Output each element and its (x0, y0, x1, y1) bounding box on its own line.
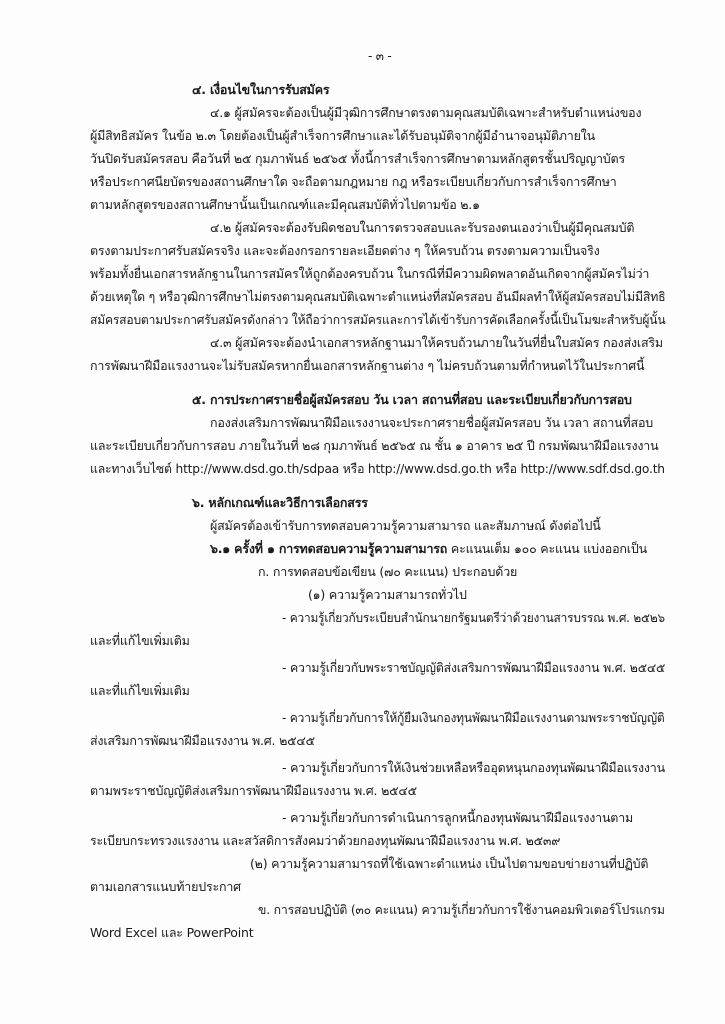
knowledge-2-line2: และที่แก้ไขเพิ่มเติม (90, 683, 190, 698)
section5-heading: ๕. การประกาศรายชื่อผู้สมัครสอบ วัน เวลา สถานที่สอบ และระเบียบเกี่ยวกับการสอบ (192, 392, 632, 407)
knowledge-2-line1: - ความรู้เกี่ยวกับพระราชบัญญัติส่งเสริมการพัฒนาฝีมือแรงงาน พ.ศ. ๒๕๔๕ (282, 660, 666, 675)
knowledge-5-line2: ระเบียบกระทรวงแรงงาน และสวัสดิการสังคมว่าด้วยกองทุนพัฒนาฝีมือแรงงาน พ.ศ. ๒๕๓๙ (90, 833, 561, 848)
section5-line2: และระเบียบเกี่ยวกับการสอบ ภายในวันที่ ๒๘ กุมภาพันธ์ ๒๕๖๕ ณ ชั้น ๑ อาคาร ๒๕ ปี กรมพัฒนาฝีมือแรงงาน (90, 438, 659, 453)
section4-2-line4: ด้วยเหตุใด ๆ หรือวุฒิการศึกษาไม่ตรงตามคุณสมบัติเฉพาะตำแหน่งที่สมัครสอบ อันมีผลทำให้ผู้สมัครสอบไม่มีสิทธิ (90, 289, 666, 304)
section4-1-line2: ผู้มีสิทธิสมัคร ในข้อ ๒.๓ โดยต้องเป็นผู้สำเร็จการศึกษาและได้รับอนุมัติจากผู้มีอำนาจอนุมัติภายใน (90, 128, 595, 143)
knowledge-4-line1: - ความรู้เกี่ยวกับการให้เงินช่วยเหลือหรืออุดหนุนกองทุนพัฒนาฝีมือแรงงาน (282, 760, 665, 775)
section4-3-line1: ๔.๓ ผู้สมัครจะต้องนำเอกสารหลักฐานมาให้ครบถ้วนภายในวันที่ยื่นใบสมัคร กองส่งเสริม (210, 335, 663, 350)
knowledge-4-line2: ตามพระราชบัญญัติส่งเสริมการพัฒนาฝีมือแรงงาน พ.ศ. ๒๕๔๕ (90, 783, 417, 798)
section6-1-title: ๖.๑ ครั้งที่ ๑ การทดสอบความรู้ความสามารถ (210, 541, 448, 556)
practical-test-line1: ข. การสอบปฏิบัติ (๓๐ คะแนน) ความรู้เกี่ยวกับการใช้งานคอมพิวเตอร์โปรแกรม (258, 902, 665, 917)
section6-heading: ๖. หลักเกณฑ์และวิธีการเลือกสรร (192, 495, 368, 510)
section4-2-line1: ๔.๒ ผู้สมัครจะต้องรับผิดชอบในการตรวจสอบและรับรองตนเองว่าเป็นผู้มีคุณสมบัติ (210, 220, 635, 235)
section6-1 (210, 539, 647, 559)
section4-2-line3: พร้อมทั้งยื่นเอกสารหลักฐานในการสมัครให้ถูกต้องครบถ้วน ในกรณีที่มีความผิดพลาดอันเกิดจากผู้สมัครไม่ว่า (90, 266, 650, 281)
knowledge-1-line1: - ความรู้เกี่ยวกับระเบียบสำนักนายกรัฐมนตรีว่าด้วยงานสารบรรณ พ.ศ. ๒๕๒๖ (282, 610, 665, 625)
section6-1-score: คะแนนเต็ม ๑๐๐ คะแนน แบ่งออกเป็น (447, 541, 647, 556)
general-knowledge: (๑) ความรู้ความสามารถทั่วไป (308, 587, 467, 602)
knowledge-1-line2: และที่แก้ไขเพิ่มเติม (90, 633, 190, 648)
specific-knowledge-line2: ตามเอกสารแนบท้ายประกาศ (90, 879, 241, 894)
section6-intro: ผู้สมัครต้องเข้ารับการทดสอบความรู้ความสามารถ และสัมภาษณ์ ดังต่อไปนี้ (210, 518, 601, 533)
knowledge-5-line1: - ความรู้เกี่ยวกับการดำเนินการลูกหนี้กองทุนพัฒนาฝีมือแรงงานตาม (282, 810, 634, 825)
section4-2-line2: ตรงตามประกาศรับสมัครจริง และจะต้องกรอกรายละเอียดต่าง ๆ ให้ครบถ้วน ตรงตามความเป็นจริง (90, 243, 600, 258)
section4-heading: ๔. เงื่อนไขในการรับสมัคร (192, 82, 330, 97)
section4-1-line3: วันปิดรับสมัครสอบ คือวันที่ ๒๕ กุมภาพันธ์ ๒๕๖๕ ทั้งนี้การสำเร็จการศึกษาตามหลักสูตรชั้นปริญญาบัตร (90, 151, 625, 166)
written-test: ก. การทดสอบข้อเขียน (๗๐ คะแนน) ประกอบด้วย (258, 564, 518, 579)
specific-knowledge-line1: (๒) ความรู้ความสามารถที่ใช้เฉพาะตำแหน่ง เป็นไปตามขอบข่ายงานที่ปฏิบัติ (250, 856, 649, 871)
section4-1-line4: หรือประกาศนียบัตรของสถานศึกษาใด จะถือตามกฎหมาย กฎ หรือระเบียบเกี่ยวกับการสำเร็จการศึกษา (90, 174, 617, 189)
section5-line1: กองส่งเสริมการพัฒนาฝีมือแรงงานจะประกาศรายชื่อผู้สมัครสอบ วัน เวลา สถานที่สอบ (210, 415, 654, 430)
section4-1-line1: ๔.๑ ผู้สมัครจะต้องเป็นผู้มีวุฒิการศึกษาตรงตามคุณสมบัติเฉพาะสำหรับตำแหน่งของ (210, 105, 642, 120)
knowledge-3-line2: ส่งเสริมการพัฒนาฝีมือแรงงาน พ.ศ. ๒๕๔๕ (90, 733, 315, 748)
section4-1-line5: ตามหลักสูตรของสถานศึกษานั้นเป็นเกณฑ์และมีคุณสมบัติทั่วไปตามข้อ ๒.๑ (90, 197, 480, 212)
knowledge-3-line1: - ความรู้เกี่ยวกับการให้กู้ยืมเงินกองทุนพัฒนาฝีมือแรงงานตามพระราชบัญญัติ (282, 710, 665, 725)
section4-2-line5: สมัครสอบตามประกาศรับสมัครดังกล่าว ให้ถือว่าการสมัครและการได้เข้ารับการคัดเลือกครั้งนี้เป็นโมฆะสำหรับผู้นั้น (90, 312, 666, 327)
page-number: - ๓ - (368, 49, 392, 63)
practical-test-line2: Word Excel และ PowerPoint (90, 925, 254, 940)
section5-line3: และทางเว็บไซต์ http://www.dsd.go.th/sdpaa หรือ http://www.dsd.go.th หรือ http://www.sdf.dsd.go.th (90, 461, 665, 476)
section4-3-line2: การพัฒนาฝีมือแรงงานจะไม่รับสมัครหากยื่นเอกสารหลักฐานต่าง ๆ ไม่ครบถ้วนตามที่กำหนดไว้ในประกาศนี้ (90, 358, 645, 373)
